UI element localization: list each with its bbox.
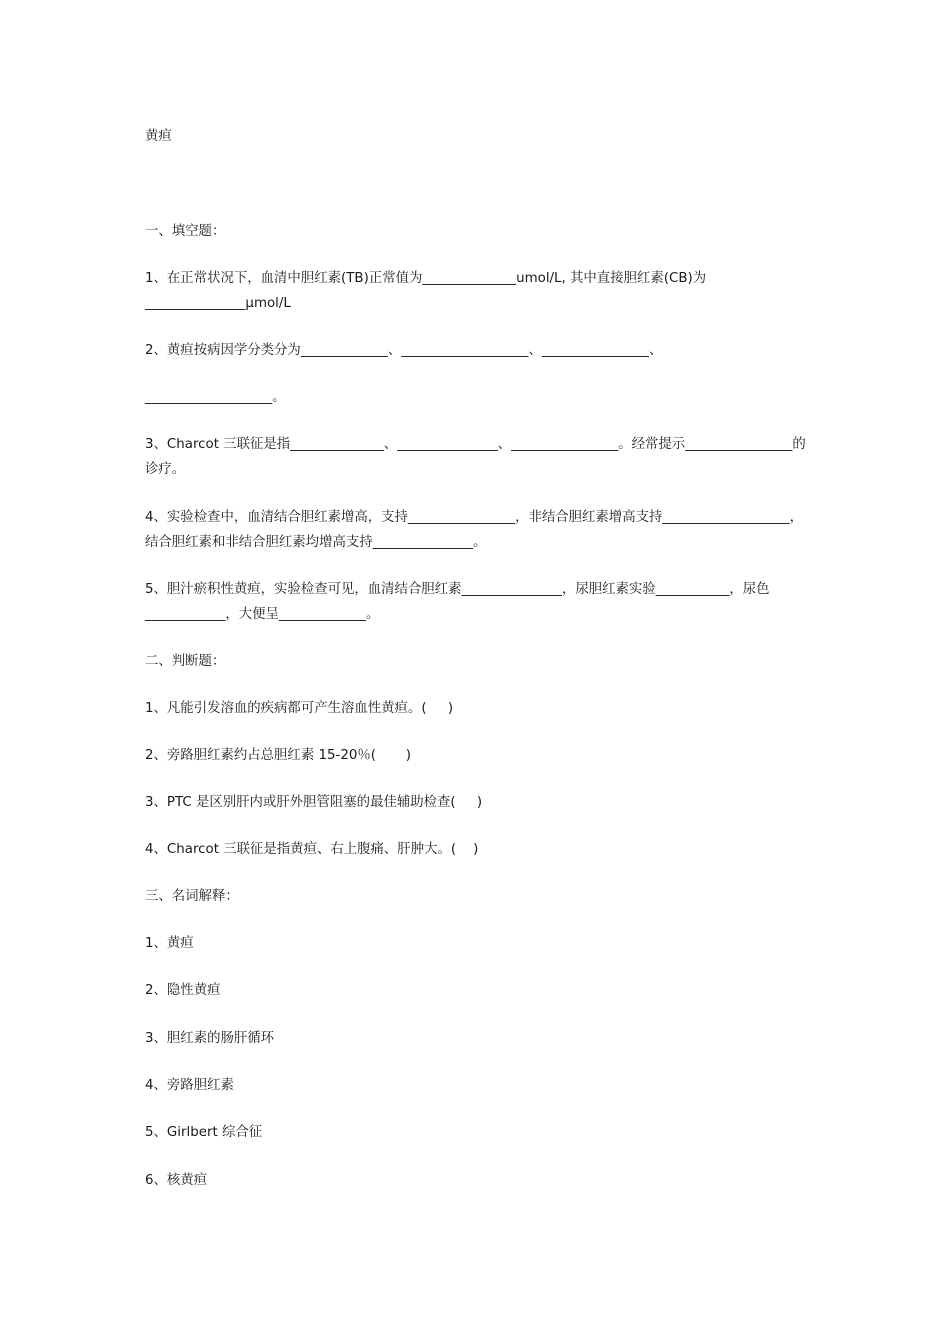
question-fill-2-line-2: ___________________。 bbox=[145, 390, 286, 405]
question-true-false-2: 2、旁路胆红素约占总胆红素 15-20％( ) bbox=[145, 748, 412, 763]
question-fill-1: 1、在正常状况下，血清中胆红素(TB)正常值为______________umol/L, 其中直接胆红素(CB)为_______________μmol/L bbox=[145, 271, 707, 311]
section-heading-fill-in-blank: 一、填空题： bbox=[145, 224, 226, 239]
document-title: 黄疸 bbox=[145, 129, 172, 144]
section-heading-true-false: 二、判断题： bbox=[145, 654, 226, 669]
question-fill-4: 4、实验检查中，血清结合胆红素增高，支持________________，非结合胆红素增高支持___________________，结合胆红素和非结合胆红素均增高支持_______________。 bbox=[145, 510, 803, 550]
term-item-4: 4、旁路胆红素 bbox=[145, 1078, 234, 1093]
term-item-3: 3、胆红素的肠肝循环 bbox=[145, 1031, 275, 1046]
question-true-false-4: 4、Charcot 三联征是指黄疸、右上腹痛、肝肿大。( ) bbox=[145, 842, 479, 857]
question-fill-3: 3、Charcot 三联征是指______________、_______________、________________。经常提示________________的诊疗。 bbox=[145, 437, 806, 477]
question-true-false-1: 1、凡能引发溶血的疾病都可产生溶血性黄疸。( ) bbox=[145, 701, 454, 716]
term-item-1: 1、黄疸 bbox=[145, 936, 194, 951]
question-fill-5: 5、胆汁瘀积性黄疸，实验检查可见，血清结合胆红素_______________，尿胆红素实验___________，尿色____________，大便呈_____________。 bbox=[145, 582, 770, 622]
term-item-5: 5、Girlbert 综合征 bbox=[145, 1125, 263, 1140]
term-item-2: 2、隐性黄疸 bbox=[145, 983, 221, 998]
question-true-false-3: 3、PTC 是区别肝内或肝外胆管阻塞的最佳辅助检查( ) bbox=[145, 795, 483, 810]
term-item-6: 6、核黄疸 bbox=[145, 1173, 208, 1188]
section-heading-term-definition: 三、名词解释： bbox=[145, 889, 239, 904]
question-fill-2-line-1: 2、黄疸按病因学分类分为_____________、___________________、________________、 bbox=[145, 343, 663, 358]
